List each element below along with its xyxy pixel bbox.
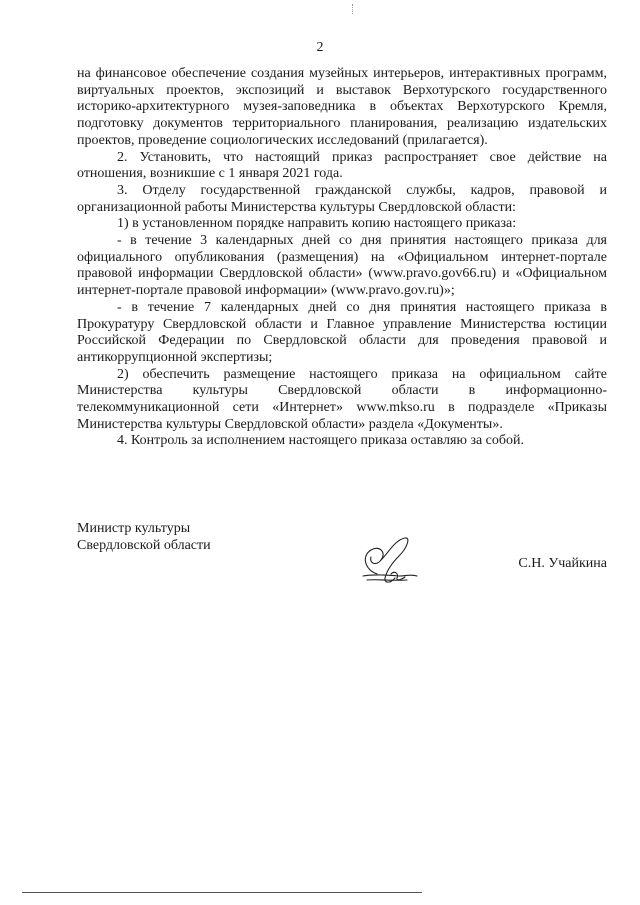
paragraph-bullet-7-days: - в течение 7 календарных дней со дня принятия настоящего приказа в Прокуратуру Свердловской области и Главное управление Министерства юстиции Российской Федерации по Свердловской области для проведения правовой и антикоррупционной экспертизы; <box>77 299 607 365</box>
paragraph-subitem-1: 1) в установленном порядке направить копию настоящего приказа: <box>117 216 517 232</box>
paragraph-item-2: 2. Установить, что настоящий приказ распространяет свое действие на отношения, возникшие с 1 января 2021 года. <box>77 149 607 182</box>
signatory-name: С.Н. Учайкина <box>518 556 607 571</box>
bottom-divider <box>22 892 422 893</box>
position-line-1: Министр культуры <box>77 521 191 536</box>
page-number: 2 <box>316 40 324 55</box>
handwritten-signature <box>347 530 427 590</box>
scan-mark <box>352 4 354 14</box>
order-body <box>77 66 607 450</box>
signature-block <box>77 518 607 598</box>
signatory-position <box>77 520 211 554</box>
paragraph-subitem-2: 2) обеспечить размещение настоящего приказа на официальном сайте Министерства культуры Свердловской области в информационно-телекоммуникационной сети «Интернет» www.mkso.ru в подразделе «Приказы Министерства культуры Свердловской области» раздела «Документы». <box>77 366 607 432</box>
paragraph-continuation: на финансовое обеспечение создания музейных интерьеров, интерактивных программ, виртуальных проектов, экспозиций и выставок Верхотурского государственного историко-архитектурного музея-заповедника в объектах Верхотурского Кремля, подготовку документов территориального планирования, реализацию издательских проектов, проведение социологических исследований (прилагается). <box>77 66 607 148</box>
paragraph-item-3: 3. Отделу государственной гражданской службы, кадров, правовой и организационной работы Министерства культуры Свердловской области: <box>77 182 607 215</box>
paragraph-bullet-3-days: - в течение 3 календарных дней со дня принятия настоящего приказа для официального опубликования (размещения) на «Официальном интернет-портале правовой информации Свердловской области» (www.pravo.gov66.ru) и «Официальном интернет-портале правовой информации» (www.pravo.gov.ru)»; <box>77 233 607 299</box>
paragraph-item-4: 4. Контроль за исполнением настоящего приказа оставляю за собой. <box>117 433 525 449</box>
position-line-2: Свердловской области <box>77 538 211 553</box>
